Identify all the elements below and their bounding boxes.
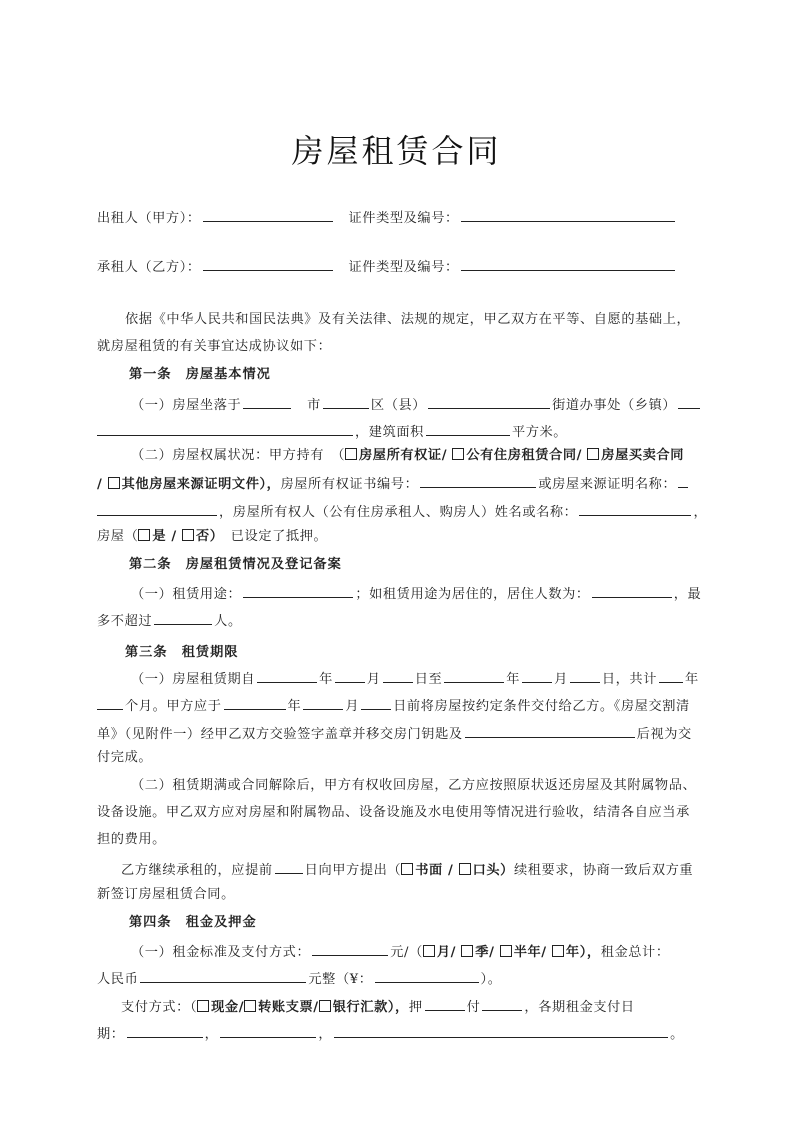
checkbox-half-year[interactable] [500, 945, 512, 957]
lessee-label: 承租人（乙方）： [97, 260, 201, 275]
a4-p1-line1: （一）租金标准及支付方式： 元/（ 月/ 季/ 半年/ 年），租金总计： [97, 938, 697, 962]
occupants-field[interactable] [592, 580, 672, 598]
end-month-field[interactable] [522, 665, 552, 683]
article-1-heading: 第一条 房屋基本情况 [129, 367, 271, 382]
a3-p2-line1: （二）租赁期满或合同解除后，甲方有权收回房屋，乙方应按照原状返还房屋及其附属物品、 [131, 778, 697, 793]
rent-amount-field[interactable] [312, 938, 388, 956]
lessor-label: 出租人（甲方）： [97, 211, 201, 226]
start-year-field[interactable] [257, 665, 317, 683]
checkbox-cash[interactable] [197, 1000, 209, 1012]
a1-p1-line1: （一）房屋坐落于 市 区（县） 街道办事处（乡镇） [97, 391, 697, 415]
checkbox-monthly[interactable] [423, 945, 435, 957]
a1-p2-line3: ，房屋所有权人（公有住房承租人、购房人）姓名或名称： ， [97, 498, 697, 522]
a1-p2-line1: （二）房屋权属状况：甲方持有 （ 房屋所有权证/ 公有住房租赁合同/ 房屋买卖合同 [131, 448, 685, 463]
town-field[interactable] [678, 391, 700, 409]
a3-p1-line4: 付完成。 [97, 750, 153, 765]
lessor-field[interactable] [203, 204, 333, 222]
lessor-id-field[interactable] [461, 204, 675, 222]
use-field[interactable] [243, 580, 353, 598]
a3-p1-line1: （一）房屋租赁期自 年 月 日至 年 月 日，共计 年 [97, 665, 697, 689]
article-2-heading: 第二条 房屋租赁情况及登记备案 [129, 557, 342, 572]
intro-line-1: 依据《中华人民共和国民法典》及有关法律、法规的规定，甲乙双方在平等、自愿的基础上， [125, 312, 691, 327]
article-3-heading: 第三条 租赁期限 [125, 645, 239, 660]
checkbox-other-source[interactable] [108, 477, 120, 489]
handover-year-field[interactable] [224, 692, 286, 710]
checkbox-bank-transfer[interactable] [319, 1000, 331, 1012]
handover-month-field[interactable] [303, 692, 343, 710]
start-day-field[interactable] [383, 665, 413, 683]
lessee-id-label: 证件类型及编号： [348, 260, 459, 275]
a3-p2-line3: 担的费用。 [97, 832, 166, 847]
a3-p1-line2: 个月。甲方应于 年 月 日前将房屋按约定条件交付给乙方。《房屋交割清 [97, 692, 697, 716]
deposit-months-field[interactable] [425, 993, 465, 1011]
handover-items-field[interactable] [465, 720, 635, 738]
a1-p2-line4: 房屋（ 是 / 否） 已设定了抵押。 [97, 529, 328, 544]
article-4-heading: 第四条 租金及押金 [129, 915, 257, 930]
pay-date-2-field[interactable] [220, 1020, 316, 1038]
a2-p1-line1: （一）租赁用途： ；如租赁用途为居住的，居住人数为： ，最 [97, 580, 697, 604]
checkbox-check[interactable] [244, 1000, 256, 1012]
a4-p1-line2: 人民币 元整（¥： ）。 [97, 965, 697, 989]
total-months-field[interactable] [97, 692, 123, 710]
lessor-id-label: 证件类型及编号： [348, 211, 459, 226]
end-year-field[interactable] [444, 665, 504, 683]
intro-line-2: 就房屋租赁的有关事宜达成协议如下： [97, 339, 332, 354]
start-month-field[interactable] [335, 665, 365, 683]
checkbox-yearly[interactable] [552, 945, 564, 957]
max-occupants-field[interactable] [154, 607, 212, 625]
street-field[interactable] [428, 391, 550, 409]
rent-total-number-field[interactable] [375, 965, 479, 983]
lessee-id-field[interactable] [461, 253, 675, 271]
checkbox-mortgage-no[interactable] [182, 529, 194, 541]
checkbox-public-lease[interactable] [452, 448, 464, 460]
total-years-field[interactable] [659, 665, 683, 683]
checkbox-written[interactable] [401, 863, 413, 875]
lessee-field[interactable] [203, 253, 333, 271]
pay-months-field[interactable] [482, 993, 522, 1011]
city-field[interactable] [243, 391, 291, 409]
a1-p2-line2: / 其他房屋来源证明文件），房屋所有权证书编号： 或房屋来源证明名称： [97, 470, 697, 494]
source-name-field[interactable] [678, 470, 688, 488]
a2-p1-line2: 多不超过 人。 [97, 607, 697, 631]
a3-p3-line1: 乙方继续承租的，应提前 日向甲方提出（ 书面 / 口头）续租要求，协商一致后双方重 [97, 856, 697, 880]
handover-day-field[interactable] [361, 692, 391, 710]
pay-date-1-field[interactable] [127, 1020, 203, 1038]
area-field[interactable] [426, 418, 510, 436]
checkbox-mortgage-yes[interactable] [138, 529, 150, 541]
cert-number-field[interactable] [420, 470, 536, 488]
end-day-field[interactable] [570, 665, 600, 683]
district-field[interactable] [323, 391, 369, 409]
lessor-line [97, 204, 697, 228]
source-name-field-cont[interactable] [97, 498, 217, 516]
checkbox-ownership-cert[interactable] [345, 448, 357, 460]
renew-days-field[interactable] [275, 856, 303, 874]
a4-p2-line2: 期： ， ， 。 [97, 1020, 697, 1044]
checkbox-purchase-contract[interactable] [587, 448, 599, 460]
page-title: 房屋租赁合同 [291, 132, 502, 170]
a1-p1-line2: ，建筑面积 平方米。 [97, 418, 697, 442]
rent-total-words-field[interactable] [140, 965, 306, 983]
lessee-line [97, 253, 697, 277]
a3-p1-line3: 单》（见附件一）经甲乙双方交验签字盖章并移交房门钥匙及 后视为交 [97, 720, 697, 744]
owner-name-field[interactable] [579, 498, 691, 516]
address-field[interactable] [97, 418, 353, 436]
a3-p3-line2: 新签订房屋租赁合同。 [97, 887, 235, 902]
checkbox-quarterly[interactable] [461, 945, 473, 957]
pay-date-3-field[interactable] [334, 1020, 668, 1038]
a4-p2-line1: 支付方式：（ 现金/ 转账支票/ 银行汇款），押 付 ，各期租金支付日 [97, 993, 697, 1017]
checkbox-oral[interactable] [459, 863, 471, 875]
a3-p2-line2: 设备设施。甲乙双方应对房屋和附属物品、设备设施及水电使用等情况进行验收，结清各自应当承 [97, 805, 690, 820]
